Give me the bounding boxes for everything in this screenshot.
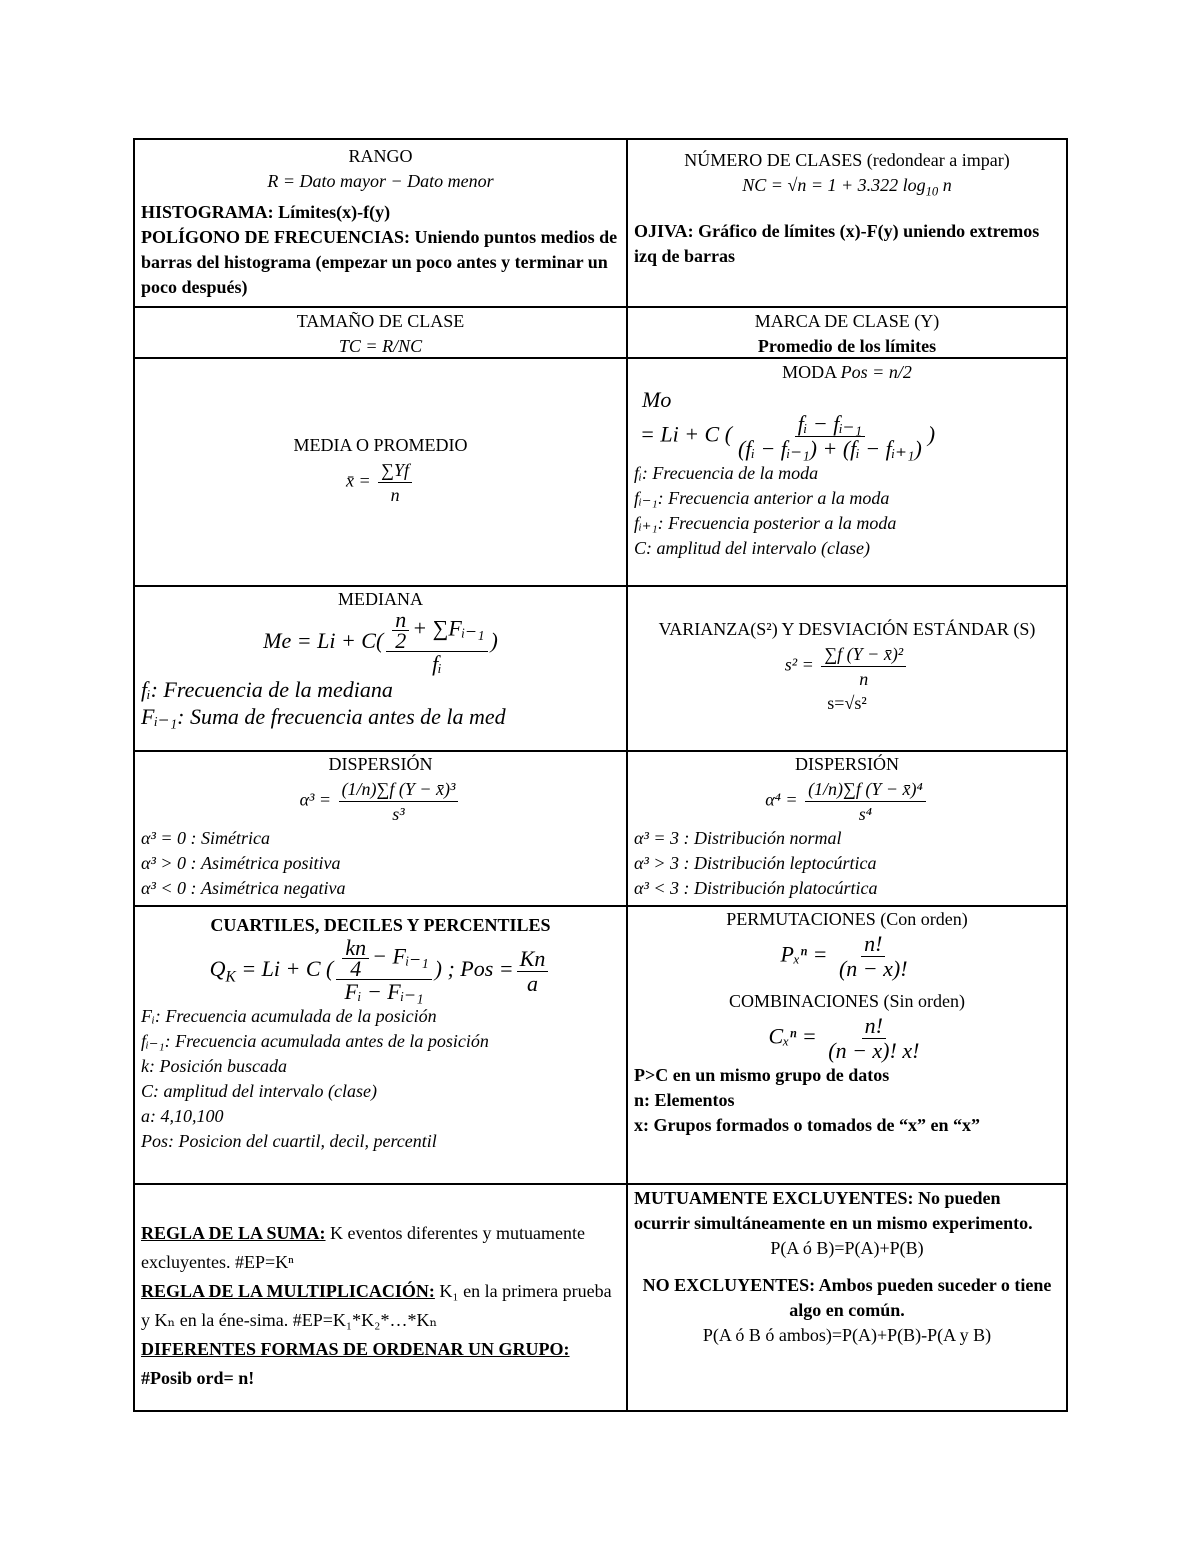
numerator [336,935,431,981]
mutuamente-excluyentes: MUTUAMENTE EXCLUYENTES: No pueden ocurrir simultáneamente en un mismo experimento. [634,1188,1033,1233]
formula-rhs: ) [490,628,498,654]
denominator: (n − x)! [838,956,908,981]
denominator: s⁴ [858,804,873,824]
numerator: (1/n)∑f (Y − x̄)³ [339,777,459,802]
permutaciones-formula [634,932,1060,981]
rango-cell [135,140,626,306]
regla-suma-text: K eventos diferentes y mutuamente excluyentes. #EP=Kⁿ [141,1223,585,1272]
inner-fraction [342,935,369,981]
regla-multiplicacion-title: REGLA DE LA MULTIPLICACIÓN: [141,1281,435,1301]
mutuamente-formula: P(A ó B)=P(A)+P(B) [770,1238,924,1258]
regla-suma [141,1219,620,1277]
curtosis-def: α³ > 3 : Distribución leptocúrtica [634,853,877,873]
permutaciones-note: P>C en un mismo grupo de datos [634,1065,890,1085]
tam-clase-cell [135,308,626,357]
numerator-rest: + ∑Fᵢ₋₁ [412,615,485,641]
cuartiles-def: fᵢ₋₁: Frecuencia acumulada antes de la posición [141,1031,489,1051]
permutaciones-note: x: Grupos formados o tomados de “x” en “x” [634,1115,981,1135]
formula-rhs: ) ; Pos = [434,956,514,982]
cuartiles-def: Fᵢ: Frecuencia acumulada de la posición [141,1006,437,1026]
asimetria-def: α³ < 0 : Asimétrica negativa [141,878,346,898]
varianza-formula [634,642,1060,691]
num-clases-formula [634,173,1060,205]
moda-def: fᵢ: Frecuencia de la moda [634,463,819,483]
marca-clase-title: MARCA DE CLASE (Y) [754,311,940,331]
curtosis-def: α³ < 3 : Distribución platocúrtica [634,878,878,898]
moda-mo: Mo [642,387,672,412]
media-title: MEDIA O PROMEDIO [293,435,468,455]
tam-clase-title: TAMAÑO DE CLASE [296,311,465,331]
formula-lhs: Q [209,956,226,982]
ojiva-text: OJIVA: Gráfico de límites (x)-F(y) uniendo extremos izq de barras [634,220,1040,266]
fraction [821,642,906,691]
media-formula [141,458,620,507]
denominator: n [390,485,400,505]
formula-part: n [938,175,952,195]
formula-subscript: K [225,968,236,986]
asimetria-formula [141,777,620,826]
numerator: ∑f (Y − x̄)² [821,642,906,667]
formula-lhs: α³ = [299,789,332,810]
inner-fraction [392,607,409,653]
formula-lhs: Cₓⁿ = [768,1023,817,1049]
denominator: (fᵢ − fᵢ₋₁) + (fᵢ − fᵢ₊₁) [738,436,922,461]
numerator: n! [861,932,885,957]
denominator: s³ [392,804,405,824]
pos-fraction [517,947,549,996]
curtosis-formula [634,777,1060,826]
formula-sheet-table [133,138,1068,1412]
dispersion-asimetria-cell [135,752,626,905]
moda-pos: Pos = n/2 [840,362,912,382]
moda-def: C: amplitud del intervalo (clase) [634,538,870,558]
permutaciones-title: PERMUTACIONES (Con orden) [726,909,968,929]
inner-denominator: 4 [350,956,362,981]
regla-suma-title: REGLA DE LA SUMA: [141,1223,326,1243]
formula-lhs: s² = [784,654,814,675]
mediana-title: MEDIANA [338,589,423,609]
reglas-cell [135,1185,626,1410]
mediana-def: Fᵢ₋₁: Suma de frecuencia antes de la med [141,704,506,729]
regla-multiplicacion [141,1277,620,1335]
desviacion-formula: s=√s² [827,693,867,713]
inner-numerator: n [392,610,409,631]
asimetria-def: α³ = 0 : Simétrica [141,828,270,848]
inner-denominator: 2 [395,628,407,653]
fraction [386,607,487,676]
num-clases-title: NÚMERO DE CLASES (redondear a impar) [684,150,1010,170]
cuartiles-def: a: 4,10,100 [141,1106,224,1126]
rango-title: RANGO [348,146,413,166]
permutaciones-cell [628,907,1066,1183]
no-excluyentes: NO EXCLUYENTES: Ambos pueden suceder o tiene algo en común. [642,1275,1052,1320]
marca-clase-cell [628,308,1066,357]
fraction [339,777,459,826]
cuartiles-formula [141,935,620,1004]
formula-lhs: Pₓⁿ = [780,941,828,967]
varianza-cell [628,587,1066,750]
regla-multiplicacion-text: K₁ en la primera prueba y Kₙ en la éne-sima. #EP=K₁*K₂*…*Kₙ [141,1281,612,1330]
no-excluyentes-formula: P(A ó B ó ambos)=P(A)+P(B)-P(A y B) [702,1325,992,1345]
denominator: a [527,970,538,996]
denominator: fᵢ [432,651,442,676]
formula-lhs: α⁴ = [765,789,798,810]
numerator-rest: − Fᵢ₋₁ [372,943,429,969]
denominator: n [859,669,869,689]
formula-subscript: 10 [925,184,939,199]
formula-eq: = Li + C ( [235,956,334,982]
numerator: n! [862,1014,886,1039]
dispersion-curtosis-cell [628,752,1066,905]
curtosis-def: α³ = 3 : Distribución normal [634,828,842,848]
numerator: fᵢ − fᵢ₋₁ [795,412,865,437]
cuartiles-def: k: Posición buscada [141,1056,287,1076]
fraction [735,412,925,461]
formula-lhs: Me = Li + C( [263,628,384,654]
moda-cell [628,359,1066,585]
marca-clase-desc: Promedio de los límites [757,336,937,356]
inner-numerator: kn [342,938,369,959]
fraction [378,458,412,507]
formula-lhs: = Li + C ( [640,421,733,447]
moda-def: fᵢ₊₁: Frecuencia posterior a la moda [634,513,897,533]
mediana-def: fᵢ: Frecuencia de la mediana [141,677,393,702]
combinaciones-formula [634,1014,1060,1063]
fraction [836,932,911,981]
moda-title: MODA [782,362,837,382]
poligono-text: POLÍGONO DE FRECUENCIAS: Uniendo puntos medios de barras del histograma (empezar un poco antes y terminar un poco después) [141,227,618,297]
cuartiles-cell [135,907,626,1183]
excluyentes-cell [628,1185,1066,1410]
combinaciones-title: COMBINACIONES (Sin orden) [729,991,965,1011]
media-cell [135,359,626,585]
histograma-text: HISTOGRAMA: Límites(x)-f(y) [141,202,391,222]
asimetria-def: α³ > 0 : Asimétrica positiva [141,853,341,873]
cuartiles-def: Pos: Posicion del cuartil, decil, percentil [141,1131,437,1151]
ordenar-title: DIFERENTES FORMAS DE ORDENAR UN GRUPO: [141,1339,570,1359]
formula-part: NC = √n = 1 + 3.322 log [742,175,926,195]
varianza-title: VARIANZA(S²) Y DESVIACIÓN ESTÁNDAR (S) [658,619,1036,639]
numerator: Kn [517,947,549,972]
numerator [386,607,487,653]
ordenar-text: #Posib ord= n! [141,1368,255,1388]
rango-formula: R = Dato mayor − Dato menor [267,171,494,191]
numerator: (1/n)∑f (Y − x̄)⁴ [805,777,926,802]
fraction [336,935,431,1004]
dispersion-title: DISPERSIÓN [328,754,433,774]
permutaciones-note: n: Elementos [634,1090,735,1110]
num-clases-cell [628,140,1066,306]
mediana-cell [135,587,626,750]
cuartiles-title: CUARTILES, DECILES Y PERCENTILES [210,915,551,935]
tam-clase-formula: TC = R/NC [338,336,423,356]
moda-title-line [634,360,1060,385]
formula-rhs: ) [927,421,936,447]
dispersion-title: DISPERSIÓN [794,754,900,774]
denominator: (n − x)! x! [828,1038,920,1063]
moda-formula [640,412,1060,461]
formula-lhs: x̄ = [346,470,371,491]
cuartiles-def: C: amplitud del intervalo (clase) [141,1081,377,1101]
mediana-formula [141,607,620,676]
denominator: Fᵢ − Fᵢ₋₁ [344,979,424,1004]
moda-def: fᵢ₋₁: Frecuencia anterior a la moda [634,488,890,508]
fraction [825,1014,922,1063]
fraction [805,777,926,826]
numerator: ∑Yf [378,458,412,483]
